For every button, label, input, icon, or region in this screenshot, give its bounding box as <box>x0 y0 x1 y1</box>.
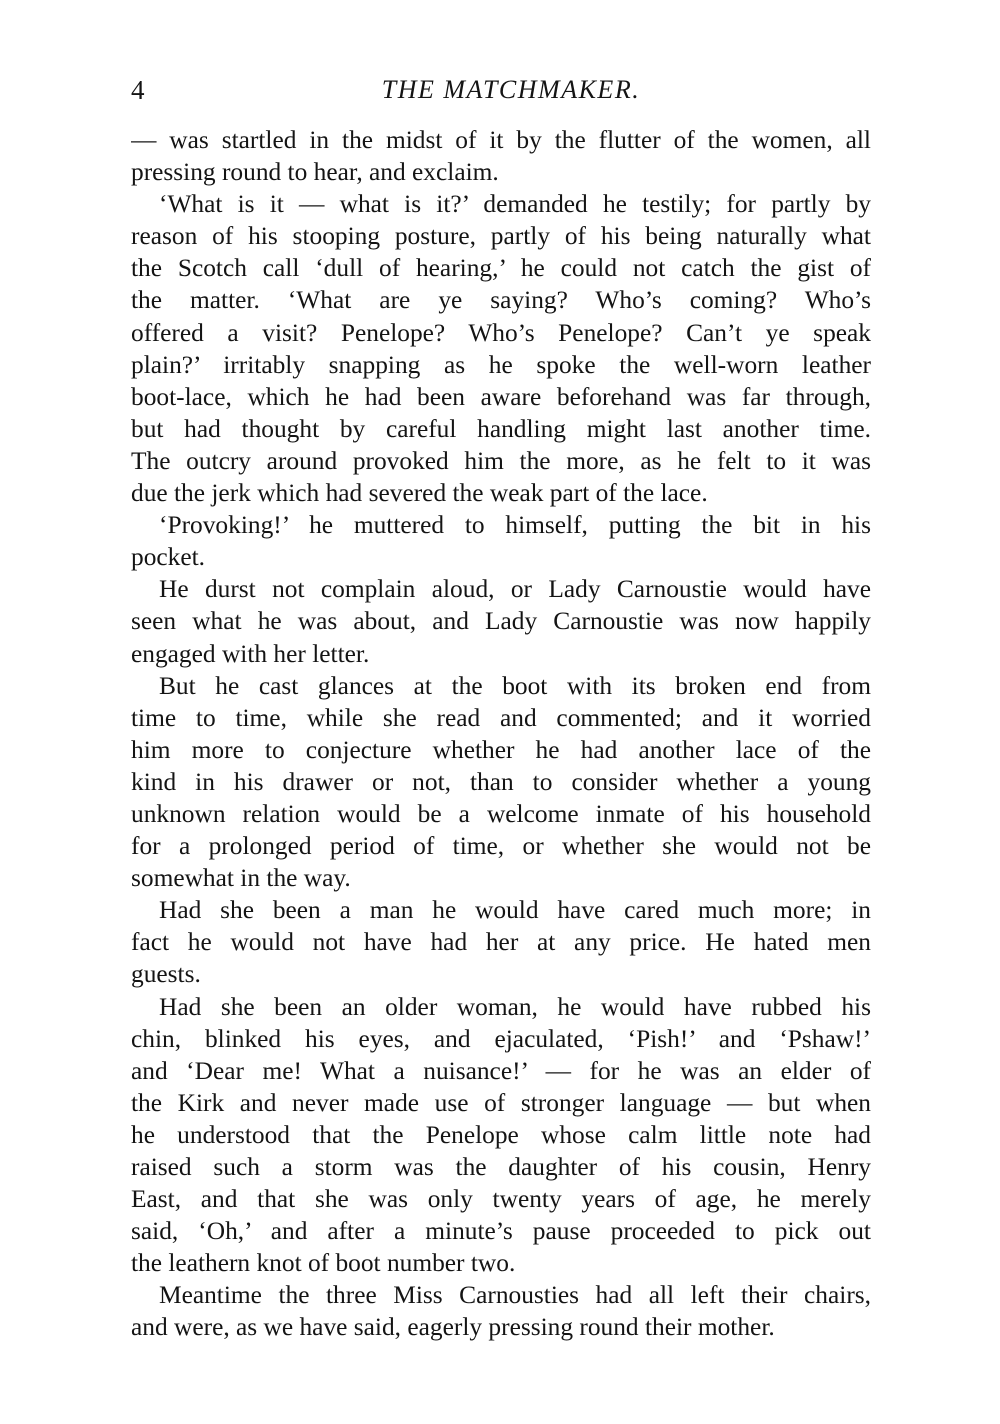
text-line: — was startled in the midst of it by the flutter of the women, all <box>131 126 871 154</box>
paragraph <box>131 124 871 188</box>
paragraph <box>131 991 871 1280</box>
text-line: Meantime the three Miss Carnousties had all left their chairs, <box>159 1281 871 1310</box>
text-line: pressing round to hear, and exclaim. <box>131 158 499 187</box>
text-line: The outcry around provoked him the more, as he felt to it was <box>131 446 871 475</box>
text-line: But he cast glances at the boot with its broken end from <box>159 671 871 700</box>
text-line: and were, as we have said, eagerly pressing round their mother. <box>131 1313 775 1342</box>
text-line: but had thought by careful handling might last another time. <box>131 414 871 443</box>
text-line: for a prolonged period of time, or whether she would not be <box>131 832 871 861</box>
text-line: kind in his drawer or not, than to consider whether a young <box>131 767 871 796</box>
text-line: offered a visit? Penelope? Who’s Penelope? Can’t ye speak <box>131 318 871 347</box>
paragraph <box>131 670 871 895</box>
text-line: the matter. ‘What are ye saying? Who’s coming? Who’s <box>131 286 871 315</box>
running-head <box>131 70 871 110</box>
text-line: somewhat in the way. <box>131 864 351 893</box>
paragraph <box>131 188 871 509</box>
text-line: Had she been a man he would have cared much more; in <box>159 896 871 925</box>
text-line: raised such a storm was the daughter of his cousin, Henry <box>131 1153 871 1181</box>
text-line: and ‘Dear me! What a nuisance!’ — for he was an elder of <box>131 1056 871 1085</box>
text-line: seen what he was about, and Lady Carnoustie was now happily <box>131 607 871 636</box>
text-line: ‘What is it — what is it?’ demanded he testily; for partly by <box>159 190 871 219</box>
paragraph <box>131 509 871 573</box>
text-line: ‘Provoking!’ he muttered to himself, putting the bit in his <box>159 511 871 540</box>
text-line: boot-lace, which he had been aware beforehand was far through, <box>131 382 871 411</box>
text-line: him more to conjecture whether he had another lace of the <box>131 735 871 764</box>
text-line: East, and that she was only twenty years of age, he merely <box>131 1185 871 1214</box>
text-line: plain?’ irritably snapping as he spoke the well-worn leather <box>131 350 871 379</box>
page-number: 4 <box>131 75 145 105</box>
text-line: chin, blinked his eyes, and ejaculated, ‘Pish!’ and ‘Pshaw!’ <box>131 1024 871 1053</box>
text-line: the leathern knot of boot number two. <box>131 1249 516 1278</box>
text-line: the Scotch call ‘dull of hearing,’ he could not catch the gist of <box>131 254 871 283</box>
text-line: guests. <box>131 960 201 989</box>
text-line: fact he would not have had her at any price. He hated men <box>131 928 871 957</box>
running-title: THE MATCHMAKER. <box>381 75 641 104</box>
text-line: pocket. <box>131 543 206 572</box>
text-line: Had she been an older woman, he would have rubbed his <box>159 992 871 1021</box>
paragraph <box>131 894 871 990</box>
text-line: due the jerk which had severed the weak part of the lace. <box>131 479 708 508</box>
text-line: unknown relation would be a welcome inmate of his household <box>131 799 871 828</box>
text-line: engaged with her letter. <box>131 639 370 668</box>
text-line: he understood that the Penelope whose calm little note had <box>131 1120 871 1149</box>
paragraph <box>131 573 871 669</box>
paragraph <box>131 1279 871 1343</box>
body-text <box>131 124 871 1344</box>
text-line: the Kirk and never made use of stronger language — but when <box>131 1088 871 1117</box>
text-line: said, ‘Oh,’ and after a minute’s pause proceeded to pick out <box>131 1217 871 1246</box>
text-line: time to time, while she read and commented; and it worried <box>131 703 871 732</box>
text-line: He durst not complain aloud, or Lady Carnoustie would have <box>159 575 871 604</box>
text-line: reason of his stooping posture, partly of his being naturally what <box>131 222 871 251</box>
